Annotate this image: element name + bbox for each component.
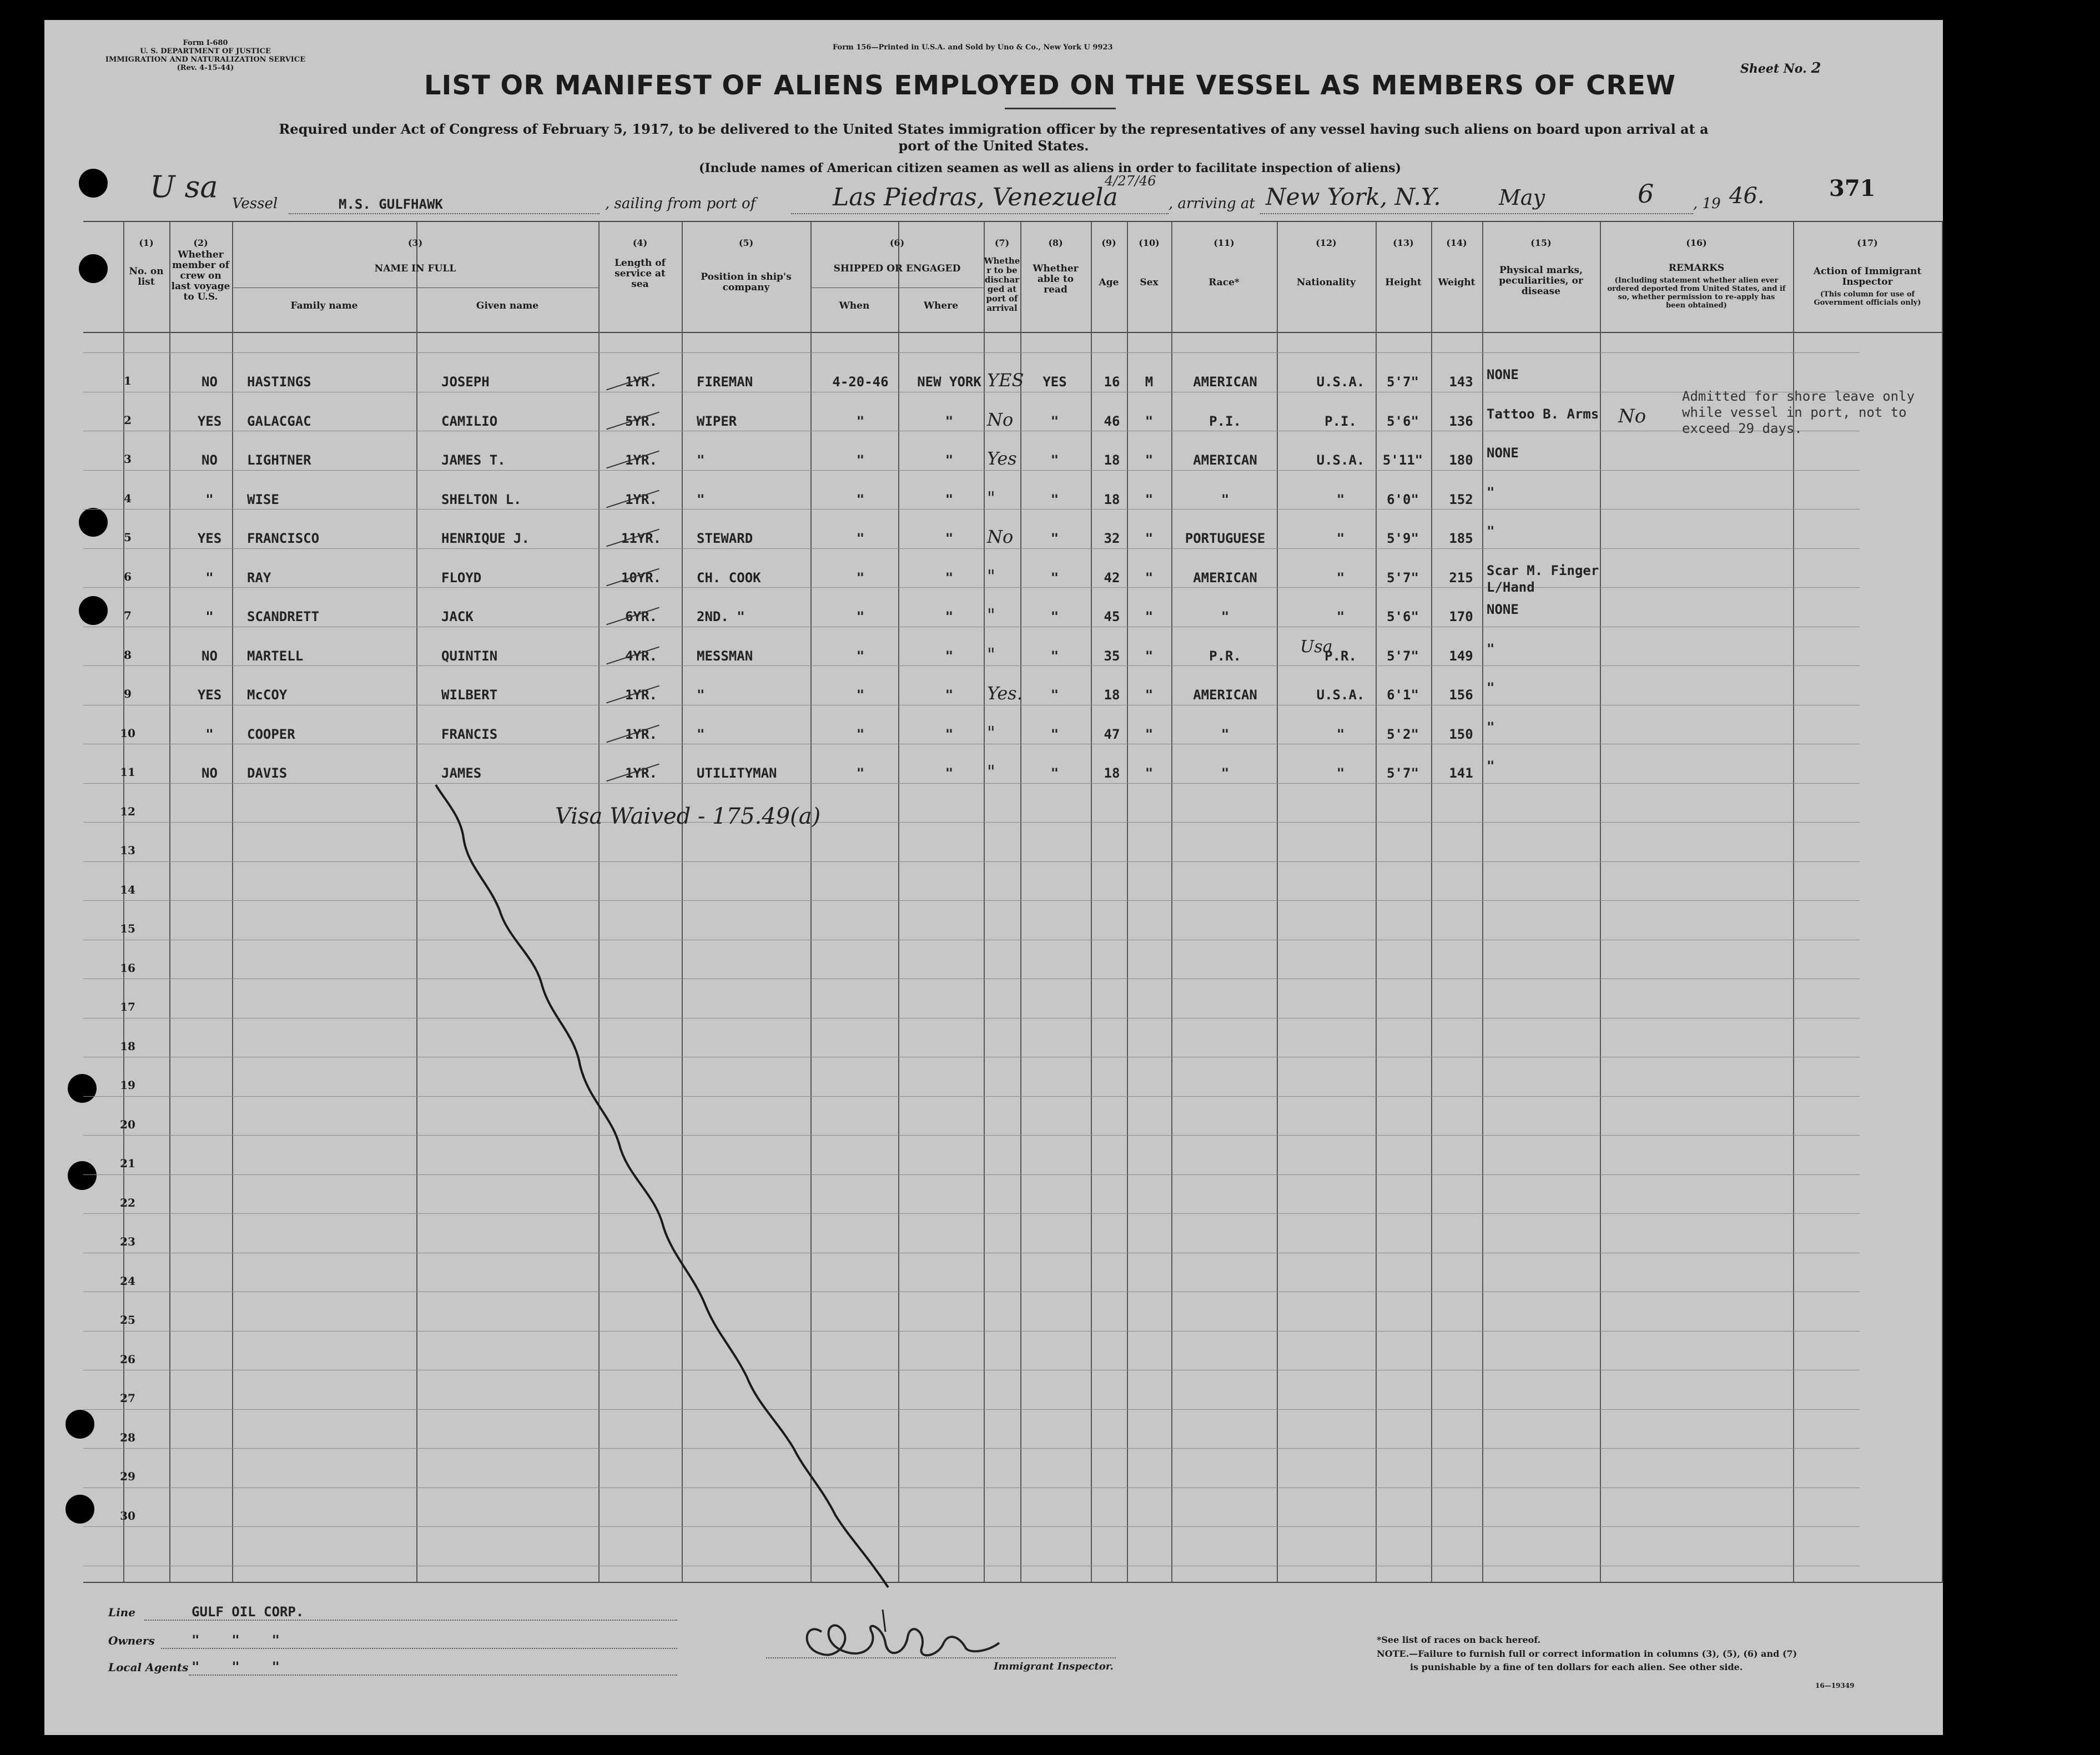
cell-family: DAVIS bbox=[247, 765, 288, 781]
agents-value: " " " bbox=[192, 1659, 280, 1675]
cell-no: 9 bbox=[124, 687, 132, 700]
col-13-label: Height bbox=[1385, 277, 1422, 288]
cell-weight: 170 bbox=[1449, 609, 1473, 624]
cell-race: " bbox=[1221, 491, 1230, 507]
form-number: Form I-680 bbox=[183, 39, 228, 47]
cell-position: MESSMAN bbox=[697, 648, 753, 664]
cell-position: FIREMAN bbox=[697, 374, 753, 390]
col-17-note: (This column for use of Government officials only) bbox=[1814, 290, 1921, 307]
col-13-num: (13) bbox=[1393, 238, 1414, 248]
arrival-year: 46. bbox=[1729, 183, 1765, 209]
department: U. S. DEPARTMENT OF JUSTICE bbox=[140, 47, 271, 56]
cell-nationality: U.S.A. bbox=[1316, 374, 1365, 390]
row-number: 19 bbox=[120, 1078, 135, 1092]
cell-race: P.R. bbox=[1209, 648, 1241, 664]
cell-marks: " bbox=[1487, 680, 1495, 695]
cell-discharge: YES bbox=[987, 370, 1024, 391]
cell-given: JACK bbox=[441, 609, 474, 624]
row-number: 22 bbox=[120, 1196, 135, 1209]
cell-service: 1YR. bbox=[625, 687, 657, 703]
cell-height: 5'6" bbox=[1387, 609, 1419, 624]
cell-height: 5'9" bbox=[1387, 531, 1419, 546]
cell-family: McCOY bbox=[247, 687, 288, 703]
cell-service: 5YR. bbox=[625, 413, 657, 429]
cell-where: " bbox=[945, 491, 954, 507]
line-label: Line bbox=[108, 1606, 135, 1619]
cell-height: 5'6" bbox=[1387, 413, 1419, 429]
col-2-label: Whether member of crew on last voyage to U.S. bbox=[171, 249, 230, 302]
cell-read: " bbox=[1050, 413, 1059, 429]
col-2-num: (2) bbox=[193, 238, 208, 248]
cell-where: " bbox=[945, 765, 954, 781]
cell-family: WISE bbox=[247, 491, 279, 507]
row-number: 18 bbox=[120, 1039, 135, 1053]
cell-read: " bbox=[1050, 726, 1059, 742]
cell-height: 5'7" bbox=[1387, 765, 1419, 781]
cell-position: UTILITYMAN bbox=[697, 765, 777, 781]
cell-where: " bbox=[945, 413, 954, 429]
cell-when: " bbox=[856, 687, 865, 703]
cell-race: P.I. bbox=[1209, 413, 1241, 429]
cell-age: 18 bbox=[1104, 491, 1120, 507]
cell-last-voyage: YES bbox=[197, 413, 222, 429]
footnote-penalty-2: is punishable by a fine of ten dollars for each alien. See other side. bbox=[1410, 1662, 1743, 1672]
cell-read: " bbox=[1050, 648, 1059, 664]
col-3-num: (3) bbox=[407, 238, 423, 248]
arrival-day: 6 bbox=[1638, 179, 1654, 209]
cell-last-voyage: " bbox=[205, 726, 214, 742]
agents-label: Local Agents bbox=[108, 1661, 189, 1674]
cell-sex: " bbox=[1145, 413, 1154, 429]
row-number: 29 bbox=[120, 1470, 135, 1483]
cell-discharge: Yes. bbox=[987, 683, 1023, 704]
cell-height: 6'1" bbox=[1387, 687, 1419, 703]
cell-sex: " bbox=[1145, 569, 1154, 586]
col-5-label: Position in ship's company bbox=[701, 271, 792, 293]
cell-no: 8 bbox=[124, 648, 132, 662]
cell-weight: 180 bbox=[1449, 452, 1473, 468]
cell-when: " bbox=[856, 413, 865, 429]
row-number: 26 bbox=[120, 1352, 135, 1366]
cell-read: " bbox=[1050, 531, 1059, 546]
row-number: 14 bbox=[120, 882, 135, 896]
cell-race: PORTUGUESE bbox=[1185, 531, 1266, 546]
cell-marks: " bbox=[1487, 719, 1495, 735]
col-16-label: REMARKS bbox=[1668, 263, 1725, 274]
cell-last-voyage: NO bbox=[202, 765, 218, 781]
cell-discharge: Yes bbox=[987, 448, 1017, 469]
cell-where: " bbox=[945, 726, 954, 742]
col-9-label: Age bbox=[1099, 277, 1119, 288]
row-number: 27 bbox=[120, 1391, 135, 1405]
cell-family: MARTELL bbox=[247, 648, 304, 664]
cell-no: 3 bbox=[124, 452, 132, 466]
cell-no: 7 bbox=[124, 609, 132, 622]
cell-nationality: U.S.A. bbox=[1316, 687, 1365, 703]
cell-given: JOSEPH bbox=[441, 374, 490, 390]
cell-position: " bbox=[697, 687, 705, 703]
sailing-label: , sailing from port of bbox=[605, 195, 756, 212]
cell-no: 11 bbox=[120, 765, 135, 779]
cell-nationality: " bbox=[1336, 569, 1345, 586]
col-6-where: Where bbox=[923, 300, 959, 311]
cell-marks: NONE bbox=[1487, 367, 1519, 382]
cell-weight: 185 bbox=[1449, 531, 1473, 546]
page-stamp: 371 bbox=[1829, 175, 1876, 201]
cell-no: 5 bbox=[124, 531, 132, 544]
col-12-label: Nationality bbox=[1296, 277, 1356, 288]
cell-weight: 156 bbox=[1449, 687, 1473, 703]
col-11-num: (11) bbox=[1213, 238, 1235, 248]
port-to: New York, N.Y. bbox=[1266, 183, 1441, 210]
col-3-given: Given name bbox=[476, 300, 539, 311]
col-3-family: Family name bbox=[290, 300, 358, 311]
cell-discharge: " bbox=[987, 487, 995, 508]
cell-age: 32 bbox=[1104, 531, 1120, 546]
port-from-date: 4/27/46 bbox=[1105, 173, 1156, 189]
col-6-label: SHIPPED OR ENGAGED bbox=[833, 263, 961, 274]
cell-height: 5'2" bbox=[1387, 726, 1419, 742]
owners-label: Owners bbox=[108, 1634, 155, 1647]
port-from: Las Piedras, Venezuela bbox=[833, 183, 1118, 211]
sheet-label: Sheet No. 2 bbox=[1740, 60, 1821, 77]
col-10-num: (10) bbox=[1139, 238, 1160, 248]
row-number: 21 bbox=[120, 1157, 135, 1170]
col-15-label: Physical marks, peculiarities, or disease bbox=[1499, 265, 1583, 297]
cell-discharge: " bbox=[987, 604, 995, 626]
cell-no: 6 bbox=[124, 569, 132, 583]
cell-race: " bbox=[1221, 726, 1230, 742]
cell-nationality: " bbox=[1336, 765, 1345, 781]
col-6-num: (6) bbox=[889, 238, 905, 248]
cell-read: YES bbox=[1043, 374, 1067, 390]
sheet-number: 2 bbox=[1811, 60, 1821, 77]
printer-note: Form 156—Printed in U.S.A. and Sold by Uno & Co., New York U 9923 bbox=[833, 43, 1113, 52]
cell-discharge: " bbox=[987, 761, 995, 782]
col-6-when: When bbox=[839, 300, 870, 311]
handwritten-note: Visa Waived - 175.49(a) bbox=[555, 804, 821, 829]
row-number: 12 bbox=[120, 804, 135, 818]
cell-sex: " bbox=[1145, 452, 1154, 468]
cell-weight: 136 bbox=[1449, 413, 1473, 429]
cell-given: JAMES bbox=[441, 765, 482, 781]
inspector-signature bbox=[788, 1598, 1099, 1671]
cell-age: 45 bbox=[1104, 609, 1120, 624]
owners-value: " " " bbox=[192, 1632, 280, 1648]
inspector-label: Immigrant Inspector. bbox=[994, 1661, 1114, 1672]
cell-family: FRANCISCO bbox=[247, 531, 320, 546]
subtitle: Required under Act of Congress of February 5, 1917, to be delivered to the United States immigration officer by the representatives of any vessel having such aliens on board upon arrival at a port of the United States. bbox=[279, 121, 1709, 154]
cell-marks: Scar M. Finger L/Hand bbox=[1487, 562, 1599, 595]
cell-nationality: " bbox=[1336, 531, 1345, 546]
cell-position: STEWARD bbox=[697, 531, 753, 546]
cell-where: " bbox=[945, 452, 954, 468]
cell-position: " bbox=[697, 726, 705, 742]
cell-height: 5'11" bbox=[1382, 452, 1423, 468]
page-title: LIST OR MANIFEST OF ALIENS EMPLOYED ON THE VESSEL AS MEMBERS OF CREW bbox=[424, 70, 1676, 101]
cell-nationality: P.R. bbox=[1325, 648, 1357, 664]
cell-service: 1YR. bbox=[625, 491, 657, 507]
cell-sex: " bbox=[1145, 531, 1154, 546]
col-12-num: (12) bbox=[1316, 238, 1337, 248]
cell-sex: " bbox=[1145, 609, 1154, 624]
cell-nationality: " bbox=[1336, 726, 1345, 742]
cell-when: 4-20-46 bbox=[832, 374, 889, 390]
remarks-row-2: No bbox=[1618, 405, 1646, 427]
footnote-penalty-1: NOTE.—Failure to furnish full or correct information in columns (3), (5), (6) and (7) bbox=[1377, 1648, 1797, 1659]
col-16-note: (Including statement whether alien ever ordered deported from United States, and if so, whether permission to re-apply has been obtained) bbox=[1607, 276, 1786, 310]
cell-marks: Tattoo B. Arms bbox=[1487, 406, 1599, 422]
cell-read: " bbox=[1050, 452, 1059, 468]
cell-given: CAMILIO bbox=[441, 413, 498, 429]
cell-last-voyage: NO bbox=[202, 648, 218, 664]
cell-family: HASTINGS bbox=[247, 374, 311, 390]
cell-no: 2 bbox=[124, 413, 132, 427]
cell-age: 18 bbox=[1104, 687, 1120, 703]
col-17-num: (17) bbox=[1857, 238, 1878, 248]
cell-service: 6YR. bbox=[625, 609, 657, 624]
cell-marks: " bbox=[1487, 758, 1495, 774]
row-number: 20 bbox=[120, 1117, 135, 1131]
cell-when: " bbox=[856, 726, 865, 742]
cell-position: 2ND. " bbox=[697, 609, 745, 624]
cell-when: " bbox=[856, 531, 865, 546]
cell-race: AMERICAN bbox=[1193, 452, 1257, 468]
cell-given: SHELTON L. bbox=[441, 491, 522, 507]
col-14-label: Weight bbox=[1438, 277, 1475, 288]
cell-height: 5'7" bbox=[1387, 374, 1419, 390]
cell-sex: " bbox=[1145, 765, 1154, 781]
cell-last-voyage: " bbox=[205, 491, 214, 507]
cell-nationality: P.I. bbox=[1325, 413, 1357, 429]
col-10-label: Sex bbox=[1140, 277, 1159, 288]
cell-age: 46 bbox=[1104, 413, 1120, 429]
col-8-num: (8) bbox=[1048, 238, 1063, 248]
cell-service: 11YR. bbox=[621, 531, 662, 546]
cell-height: 5'7" bbox=[1387, 648, 1419, 664]
cell-last-voyage: NO bbox=[202, 452, 218, 468]
cell-last-voyage: " bbox=[205, 609, 214, 624]
cell-service: 1YR. bbox=[625, 726, 657, 742]
col-15-num: (15) bbox=[1530, 238, 1552, 248]
revision: (Rev. 4-15-44) bbox=[177, 64, 234, 72]
col-17-label: Action of Immigrant Inspector bbox=[1813, 266, 1922, 288]
cell-sex: " bbox=[1145, 726, 1154, 742]
cell-sex: " bbox=[1145, 491, 1154, 507]
cell-last-voyage: NO bbox=[202, 374, 218, 390]
cell-given: HENRIQUE J. bbox=[441, 531, 530, 546]
row-number: 16 bbox=[120, 961, 135, 975]
cell-given: QUINTIN bbox=[441, 648, 498, 664]
cell-discharge: No bbox=[987, 409, 1014, 430]
cell-sex: M bbox=[1145, 374, 1154, 390]
cell-race: " bbox=[1221, 765, 1230, 781]
row-number: 30 bbox=[120, 1509, 135, 1522]
vessel-label: Vessel bbox=[232, 195, 278, 212]
cell-read: " bbox=[1050, 609, 1059, 624]
cell-race: " bbox=[1221, 609, 1230, 624]
cell-no: 1 bbox=[124, 374, 132, 387]
cell-last-voyage: YES bbox=[197, 531, 222, 546]
arriving-label: , arriving at bbox=[1169, 195, 1255, 212]
cell-race: AMERICAN bbox=[1193, 569, 1257, 586]
col-8-label: Whether able to read bbox=[1033, 263, 1079, 295]
cell-position: " bbox=[697, 452, 705, 468]
cell-weight: 215 bbox=[1449, 569, 1473, 586]
cell-family: COOPER bbox=[247, 726, 295, 742]
cell-where: " bbox=[945, 687, 954, 703]
cell-where: " bbox=[945, 648, 954, 664]
row-number: 28 bbox=[120, 1430, 135, 1444]
cell-service: 10YR. bbox=[621, 569, 662, 586]
cell-when: " bbox=[856, 452, 865, 468]
cell-race: AMERICAN bbox=[1193, 687, 1257, 703]
row-number: 17 bbox=[120, 1000, 135, 1013]
inspector-action-row-2: Admitted for shore leave only while vessel in port, not to exceed 29 days. bbox=[1682, 389, 1915, 436]
cell-position: " bbox=[697, 491, 705, 507]
col-9-num: (9) bbox=[1101, 238, 1116, 248]
cell-given: JAMES T. bbox=[441, 452, 506, 468]
cell-age: 18 bbox=[1104, 765, 1120, 781]
col-4-num: (4) bbox=[632, 238, 648, 248]
col-14-num: (14) bbox=[1446, 238, 1467, 248]
cell-last-voyage: YES bbox=[197, 687, 222, 703]
cell-given: FRANCIS bbox=[441, 726, 498, 742]
footnote-races: *See list of races on back hereof. bbox=[1377, 1635, 1541, 1645]
cell-sex: " bbox=[1145, 648, 1154, 664]
col-7-label: Whether to be discharged at port of arrival bbox=[984, 256, 1020, 313]
cell-position: WIPER bbox=[697, 413, 737, 429]
cell-discharge: " bbox=[987, 643, 995, 665]
cell-age: 18 bbox=[1104, 452, 1120, 468]
cell-service: 1YR. bbox=[625, 765, 657, 781]
row-number: 23 bbox=[120, 1235, 135, 1248]
cell-nationality: " bbox=[1336, 609, 1345, 624]
cell-family: RAY bbox=[247, 569, 271, 586]
cell-marks: " bbox=[1487, 523, 1495, 539]
cell-nationality: " bbox=[1336, 491, 1345, 507]
cell-last-voyage: " bbox=[205, 569, 214, 586]
col-7-num: (7) bbox=[994, 238, 1010, 248]
cell-marks: " bbox=[1487, 641, 1495, 657]
cell-height: 5'7" bbox=[1387, 569, 1419, 586]
cell-discharge: No bbox=[987, 526, 1014, 547]
cell-read: " bbox=[1050, 765, 1059, 781]
cell-family: SCANDRETT bbox=[247, 609, 320, 624]
cell-service: 1YR. bbox=[625, 374, 657, 390]
cell-read: " bbox=[1050, 569, 1059, 586]
cell-when: " bbox=[856, 648, 865, 664]
cell-read: " bbox=[1050, 687, 1059, 703]
corner-note: U sa bbox=[150, 169, 218, 204]
cell-age: 16 bbox=[1104, 374, 1120, 390]
year-label: , 19 bbox=[1693, 195, 1721, 212]
cell-no: 4 bbox=[124, 491, 132, 505]
row-number: 15 bbox=[120, 922, 135, 935]
cell-age: 42 bbox=[1104, 569, 1120, 586]
cell-marks: NONE bbox=[1487, 602, 1519, 617]
vessel-name: M.S. GULFHAWK bbox=[339, 196, 443, 212]
form-code: 16—19349 bbox=[1815, 1682, 1855, 1690]
cell-read: " bbox=[1050, 491, 1059, 507]
cell-when: " bbox=[856, 491, 865, 507]
cell-weight: 149 bbox=[1449, 648, 1473, 664]
cell-service: 4YR. bbox=[625, 648, 657, 664]
cell-age: 47 bbox=[1104, 726, 1120, 742]
row-number: 24 bbox=[120, 1274, 135, 1288]
line-value: GULF OIL CORP. bbox=[192, 1604, 304, 1620]
cell-weight: 143 bbox=[1449, 374, 1473, 390]
cell-where: NEW YORK bbox=[917, 374, 981, 390]
cell-given: FLOYD bbox=[441, 569, 482, 586]
service: IMMIGRATION AND NATURALIZATION SERVICE bbox=[105, 56, 306, 64]
row-number: 25 bbox=[120, 1313, 135, 1327]
col-11-label: Race* bbox=[1208, 277, 1240, 288]
cell-weight: 150 bbox=[1449, 726, 1473, 742]
cell-sex: " bbox=[1145, 687, 1154, 703]
cell-where: " bbox=[945, 609, 954, 624]
cell-family: GALACGAC bbox=[247, 413, 311, 429]
col-3-label: NAME IN FULL bbox=[374, 263, 456, 274]
cell-race: AMERICAN bbox=[1193, 374, 1257, 390]
cell-when: " bbox=[856, 765, 865, 781]
cell-height: 6'0" bbox=[1387, 491, 1419, 507]
cell-weight: 152 bbox=[1449, 491, 1473, 507]
row-number: 13 bbox=[120, 844, 135, 857]
col-5-num: (5) bbox=[738, 238, 754, 248]
cell-position: CH. COOK bbox=[697, 569, 761, 586]
arrival-month: May bbox=[1499, 185, 1545, 210]
cell-marks: " bbox=[1487, 484, 1495, 500]
cell-no: 10 bbox=[120, 726, 135, 740]
nationality-correction-row-8: Usa bbox=[1300, 637, 1333, 657]
cell-where: " bbox=[945, 569, 954, 586]
cell-family: LIGHTNER bbox=[247, 452, 311, 468]
cell-nationality: U.S.A. bbox=[1316, 452, 1365, 468]
cell-when: " bbox=[856, 609, 865, 624]
col-16-num: (16) bbox=[1686, 238, 1707, 248]
cell-discharge: " bbox=[987, 565, 995, 587]
cell-discharge: " bbox=[987, 722, 995, 743]
cell-age: 35 bbox=[1104, 648, 1120, 664]
subtitle-note: (Include names of American citizen seamen as well as aliens in order to facilitate inspection of aliens) bbox=[698, 161, 1402, 175]
col-1-num: (1) bbox=[139, 238, 154, 248]
col-4-label: Length of service at sea bbox=[615, 258, 666, 290]
cell-given: WILBERT bbox=[441, 687, 498, 703]
col-1-label: No. on list bbox=[129, 266, 164, 288]
cell-marks: NONE bbox=[1487, 445, 1519, 461]
cell-weight: 141 bbox=[1449, 765, 1473, 781]
cell-where: " bbox=[945, 531, 954, 546]
cell-service: 1YR. bbox=[625, 452, 657, 468]
cell-when: " bbox=[856, 569, 865, 586]
